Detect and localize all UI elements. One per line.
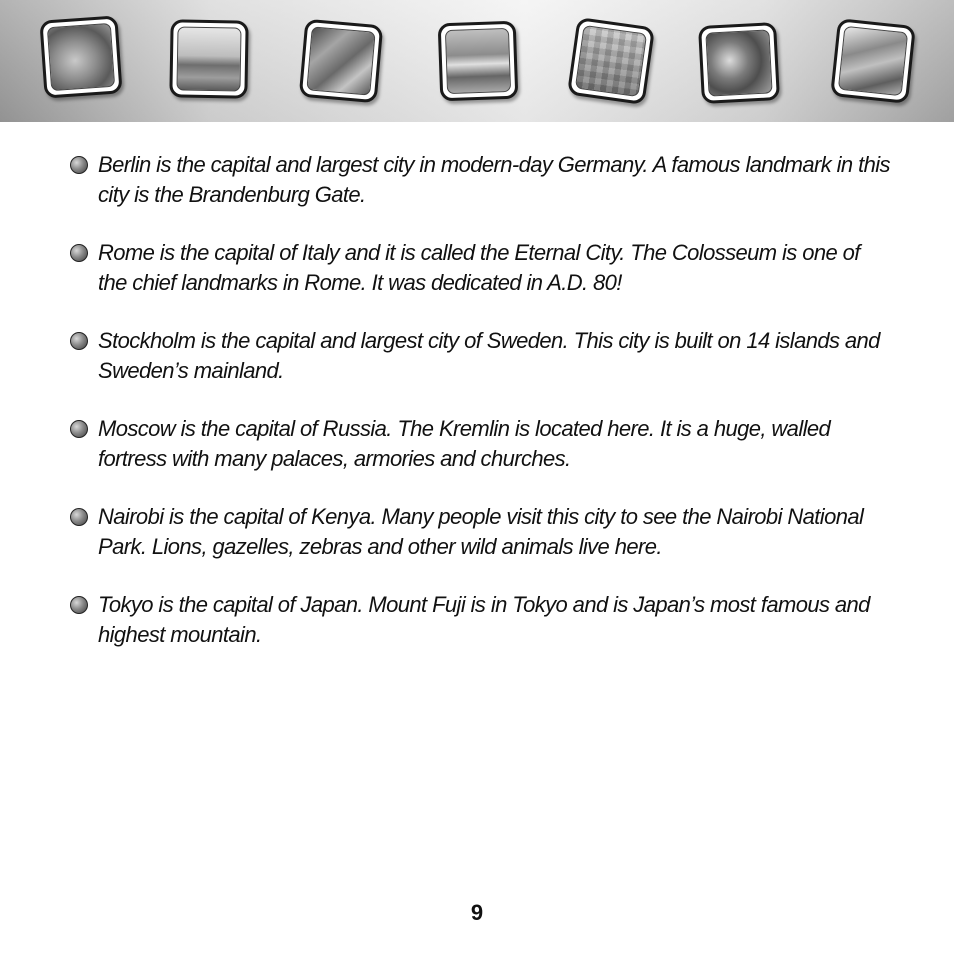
list-item-tokyo xyxy=(70,590,890,650)
list-item-rome xyxy=(70,238,890,298)
bullet-icon xyxy=(70,508,88,526)
item-text: Nairobi is the capital of Kenya. Many people visit this city to see the Nairobi National Park. Lions, gazelles, zebras and other wild animals live here. xyxy=(98,504,864,559)
city-photo-3 xyxy=(306,26,375,95)
list-item-moscow xyxy=(70,414,890,474)
list-item-berlin xyxy=(70,150,890,210)
city-photo-1 xyxy=(47,23,115,91)
city-photo-6 xyxy=(705,29,772,96)
thumbnail-frame-6 xyxy=(698,22,780,104)
page-number: 9 xyxy=(470,900,484,925)
header-banner xyxy=(0,0,954,122)
thumbnail-frame-5 xyxy=(567,17,655,105)
bullet-icon xyxy=(70,244,88,262)
city-photo-2 xyxy=(176,26,241,91)
list-item-stockholm xyxy=(70,326,890,386)
thumbnail-frame-2 xyxy=(169,19,248,98)
thumbnail-frame-3 xyxy=(299,19,384,104)
thumbnail-frame-1 xyxy=(39,15,122,98)
list-item-nairobi xyxy=(70,502,890,562)
city-photo-5 xyxy=(575,25,647,97)
city-facts-list xyxy=(70,150,890,678)
thumbnail-frame-7 xyxy=(830,18,916,104)
bullet-icon xyxy=(70,420,88,438)
item-text: Berlin is the capital and largest city in modern-day Germany. A famous landmark in this city is the Brandenburg Gate. xyxy=(98,152,890,207)
bullet-icon xyxy=(70,332,88,350)
bullet-icon xyxy=(70,156,88,174)
city-photo-7 xyxy=(838,26,908,96)
city-photo-4 xyxy=(445,28,511,94)
item-text: Stockholm is the capital and largest city of Sweden. This city is built on 14 islands and Sweden’s mainland. xyxy=(98,328,880,383)
thumbnail-frame-4 xyxy=(438,21,519,102)
item-text: Moscow is the capital of Russia. The Kremlin is located here. It is a huge, walled fortress with many palaces, armories and churches. xyxy=(98,416,831,471)
item-text: Tokyo is the capital of Japan. Mount Fuji is in Tokyo and is Japan’s most famous and highest mountain. xyxy=(98,592,870,647)
item-text: Rome is the capital of Italy and it is called the Eternal City. The Colosseum is one of the chief landmarks in Rome. It was dedicated in A.D. 80! xyxy=(98,240,860,295)
bullet-icon xyxy=(70,596,88,614)
